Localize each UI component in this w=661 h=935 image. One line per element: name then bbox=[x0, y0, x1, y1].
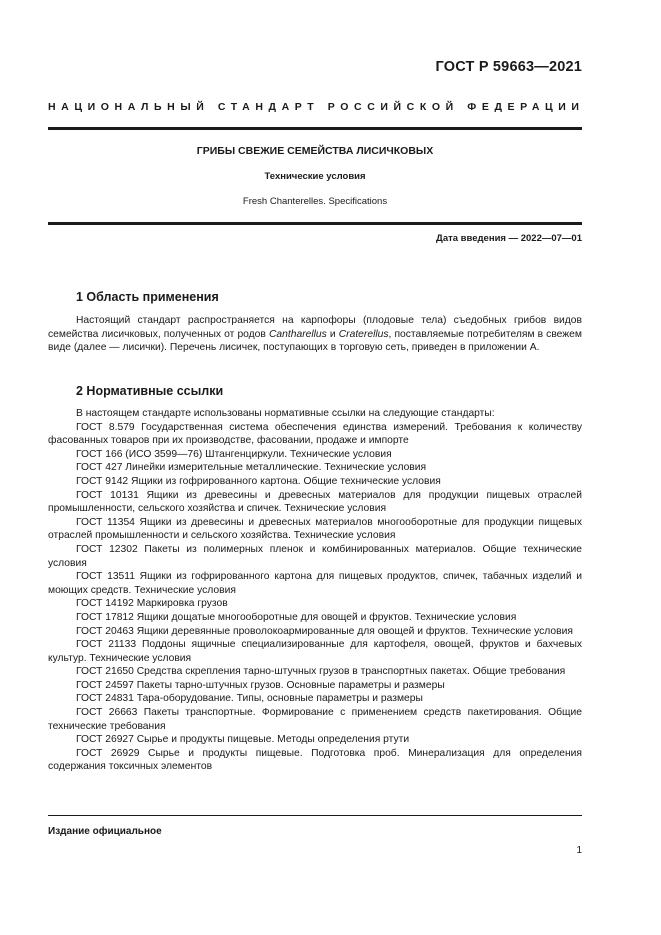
genus-cantharellus: Cantharellus bbox=[268, 328, 327, 340]
genus-craterellus: Craterellus bbox=[338, 328, 389, 340]
reference-item: ГОСТ 14192 Маркировка грузов bbox=[76, 598, 228, 610]
reference-item: ГОСТ 11354 Ящики из древесины и древесных материалов многооборотные для продукции пищевых отраслей промышленности и сельского хозяйства. Технические условия bbox=[48, 516, 582, 542]
reference-item: ГОСТ 9142 Ящики из гофрированного картона. Общие технические условия bbox=[76, 475, 441, 487]
page-number: 1 bbox=[576, 845, 582, 856]
standard-title: ГРИБЫ СВЕЖИЕ СЕМЕЙСТВА ЛИСИЧКОВЫХ bbox=[196, 145, 434, 157]
reference-item: ГОСТ 21650 Средства скрепления тарно-штучных грузов в транспортных пакетах. Общие требования bbox=[76, 666, 566, 678]
section-2-body bbox=[48, 407, 582, 774]
official-edition-label: Издание официальное bbox=[48, 826, 162, 837]
reference-item: ГОСТ 24597 Пакеты тарно-штучных грузов. Основные параметры и размеры bbox=[76, 679, 445, 691]
reference-item: ГОСТ 10131 Ящики из древесины и древесных материалов для продукции пищевых отраслей промышленности, сельского хозяйства и спичек. Технические условия bbox=[48, 489, 582, 515]
reference-item: ГОСТ 166 (ИСО 3599—76) Штангенциркули. Технические условия bbox=[76, 448, 392, 460]
reference-item: ГОСТ 8.579 Государственная система обеспечения единства измерений. Требования к количеству фасованных товаров при их производстве, фасовании, продаже и импорте bbox=[48, 421, 582, 447]
reference-item: ГОСТ 20463 Ящики деревянные проволокоармированные для овощей и фруктов. Технические условия bbox=[76, 625, 573, 637]
reference-item: ГОСТ 13511 Ящики из гофрированного картона для пищевых продуктов, спичек, табачных изделий и моющих средств. Технические условия bbox=[48, 571, 582, 596]
standard-english-title: Fresh Chanterelles. Specifications bbox=[242, 196, 388, 207]
standard-subtitle: Технические условия bbox=[264, 171, 366, 182]
section-1-body bbox=[48, 314, 582, 355]
section-2-heading: 2 Нормативные ссылки bbox=[76, 384, 224, 398]
reference-item: ГОСТ 26927 Сырье и продукты пищевые. Методы определения ртути bbox=[76, 734, 410, 746]
national-standard-title: НАЦИОНАЛЬНЫЙ СТАНДАРТ РОССИЙСКОЙ ФЕДЕРАЦИИ bbox=[48, 101, 585, 113]
references-intro: В настоящем стандарте использованы нормативные ссылки на следующие стандарты: bbox=[76, 408, 495, 419]
reference-item: ГОСТ 21133 Поддоны ящичные специализированные для картофеля, овощей, фруктов и бахчевых культур. Технические условия bbox=[48, 639, 582, 664]
title-rule-bottom bbox=[48, 222, 582, 225]
reference-item: ГОСТ 17812 Ящики дощатые многооборотные для овощей и фруктов. Технические условия bbox=[76, 611, 517, 623]
footer-rule bbox=[48, 815, 582, 816]
scope-paragraph: Настоящий стандарт распространяется на карпофоры (плодовые тела) съедобных грибов видов семейства лисичковых, полученных от родов Cantharellus и Craterellus, поставляемые потребителям в свежем виде (далее — лисички). Перечень лисичек, поступающих в торговую сеть, приведен в приложении А. bbox=[48, 315, 582, 354]
section-1-heading: 1 Область применения bbox=[76, 290, 219, 304]
title-rule-top bbox=[48, 127, 582, 130]
reference-item: ГОСТ 24831 Тара-оборудование. Типы, основные параметры и размеры bbox=[76, 693, 423, 705]
document-number: ГОСТ Р 59663—2021 bbox=[435, 59, 582, 75]
reference-item: ГОСТ 26663 Пакеты транспортные. Формирование с применением средств пакетирования. Общие технические требования bbox=[48, 707, 582, 732]
introduction-date: Дата введения — 2022—07—01 bbox=[436, 233, 582, 244]
reference-item: ГОСТ 427 Линейки измерительные металлические. Технические условия bbox=[76, 462, 427, 474]
reference-item: ГОСТ 26929 Сырье и продукты пищевые. Подготовка проб. Минерализация для определения содержания токсичных элементов bbox=[48, 747, 582, 773]
reference-item: ГОСТ 12302 Пакеты из полимерных пленок и комбинированных материалов. Общие технические условия bbox=[48, 543, 582, 569]
